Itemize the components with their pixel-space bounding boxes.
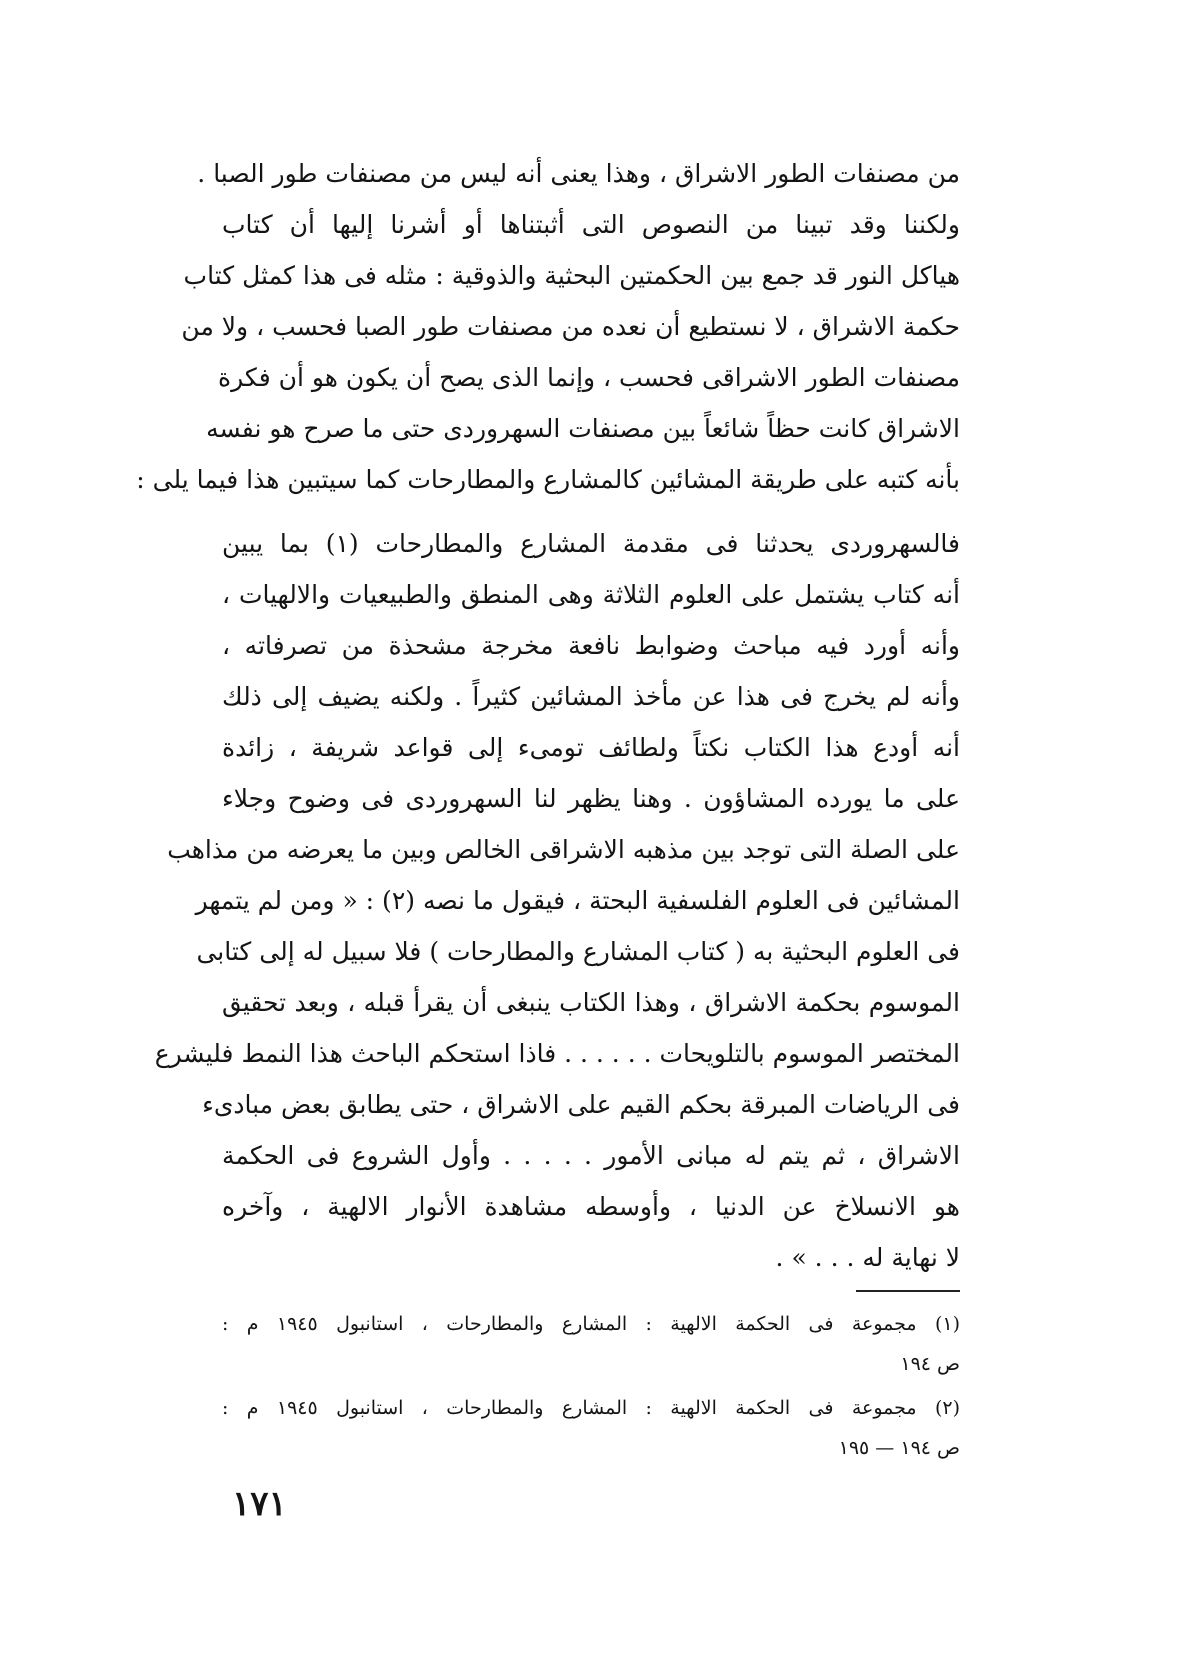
text-line: على الصلة التى توجد بين مذهبه الاشراقى الخالص وبين ما يعرضه من مذاهب xyxy=(167,835,960,864)
footnote-divider xyxy=(856,1290,960,1292)
text-line: على ما يورده المشاؤون . وهنا يظهر لنا السهروردى فى وضوح وجلاء xyxy=(222,784,960,813)
page-number: ١٧١ xyxy=(232,1484,287,1524)
text-line: من مصنفات الطور الاشراق ، وهذا يعنى أنه ليس من مصنفات طور الصبا . xyxy=(197,159,960,188)
text-line: فى الرياضات المبرقة بحكم القيم على الاشراق ، حتى يطابق بعض مبادىء xyxy=(202,1090,960,1119)
text-line: أنه كتاب يشتمل على العلوم الثلاثة وهى المنطق والطبيعيات والالهيات ، xyxy=(222,580,960,609)
body-paragraph-2 xyxy=(154,518,960,1283)
footnote-1-continuation: ص ١٩٤ xyxy=(900,1353,960,1375)
text-line: أنه أودع هذا الكتاب نكتاً ولطائف تومىء إلى قواعد شريفة ، زائدة xyxy=(222,733,960,762)
text-line: بأنه كتبه على طريقة المشائين كالمشارع والمطارحات كما سيتبين هذا فيما يلى : xyxy=(136,465,960,494)
text-line: لا نهاية له . . . » . xyxy=(775,1243,960,1272)
text-line: الاشراق كانت حظاً شائعاً بين مصنفات السهروردى حتى ما صرح هو نفسه xyxy=(206,414,960,443)
text-line: هياكل النور قد جمع بين الحكمتين البحثية والذوقية : مثله فى هذا كمثل كتاب xyxy=(183,261,960,290)
text-line: المشائين فى العلوم الفلسفية البحتة ، فيقول ما نصه (٢) : « ومن لم يتمهر xyxy=(195,886,960,915)
body-paragraph-1 xyxy=(136,148,960,505)
text-line: وأنه لم يخرج فى هذا عن مأخذ المشائين كثيراً . ولكنه يضيف إلى ذلك xyxy=(222,682,960,711)
text-line: المختصر الموسوم بالتلويحات . . . . . . فاذا استحكم الباحث هذا النمط فليشرع xyxy=(154,1039,960,1068)
footnote-1: (١) مجموعة فى الحكمة الالهية : المشارع والمطارحات ، استانبول ١٩٤٥ م : xyxy=(222,1313,961,1335)
text-line: هو الانسلاخ عن الدنيا ، وأوسطه مشاهدة الأنوار الالهية ، وآخره xyxy=(222,1192,960,1221)
footnote-2: (٢) مجموعة فى الحكمة الالهية : المشارع والمطارحات ، استانبول ١٩٤٥ م : xyxy=(222,1397,961,1419)
text-line: ولكننا وقد تبينا من النصوص التى أثبتناها أو أشرنا إليها أن كتاب xyxy=(222,210,960,239)
text-line: الاشراق ، ثم يتم له مبانى الأمور . . . . . وأول الشروع فى الحكمة xyxy=(222,1141,960,1170)
text-line: وأنه أورد فيه مباحث وضوابط نافعة مخرجة مشحذة من تصرفاته ، xyxy=(222,631,960,660)
text-line: الموسوم بحكمة الاشراق ، وهذا الكتاب ينبغى أن يقرأ قبله ، وبعد تحقيق xyxy=(222,988,960,1017)
footnotes xyxy=(222,1304,960,1472)
text-line: مصنفات الطور الاشراقى فحسب ، وإنما الذى يصح أن يكون هو أن فكرة xyxy=(218,363,960,392)
footnote-2-continuation: ص ١٩٤ — ١٩٥ xyxy=(838,1437,960,1459)
text-line: فى العلوم البحثية به ( كتاب المشارع والمطارحات ) فلا سبيل له إلى كتابى xyxy=(196,937,960,966)
text-line: فالسهروردى يحدثنا فى مقدمة المشارع والمطارحات (١) بما يبين xyxy=(222,529,960,558)
text-line: حكمة الاشراق ، لا نستطيع أن نعده من مصنفات طور الصبا فحسب ، ولا من xyxy=(181,312,960,341)
